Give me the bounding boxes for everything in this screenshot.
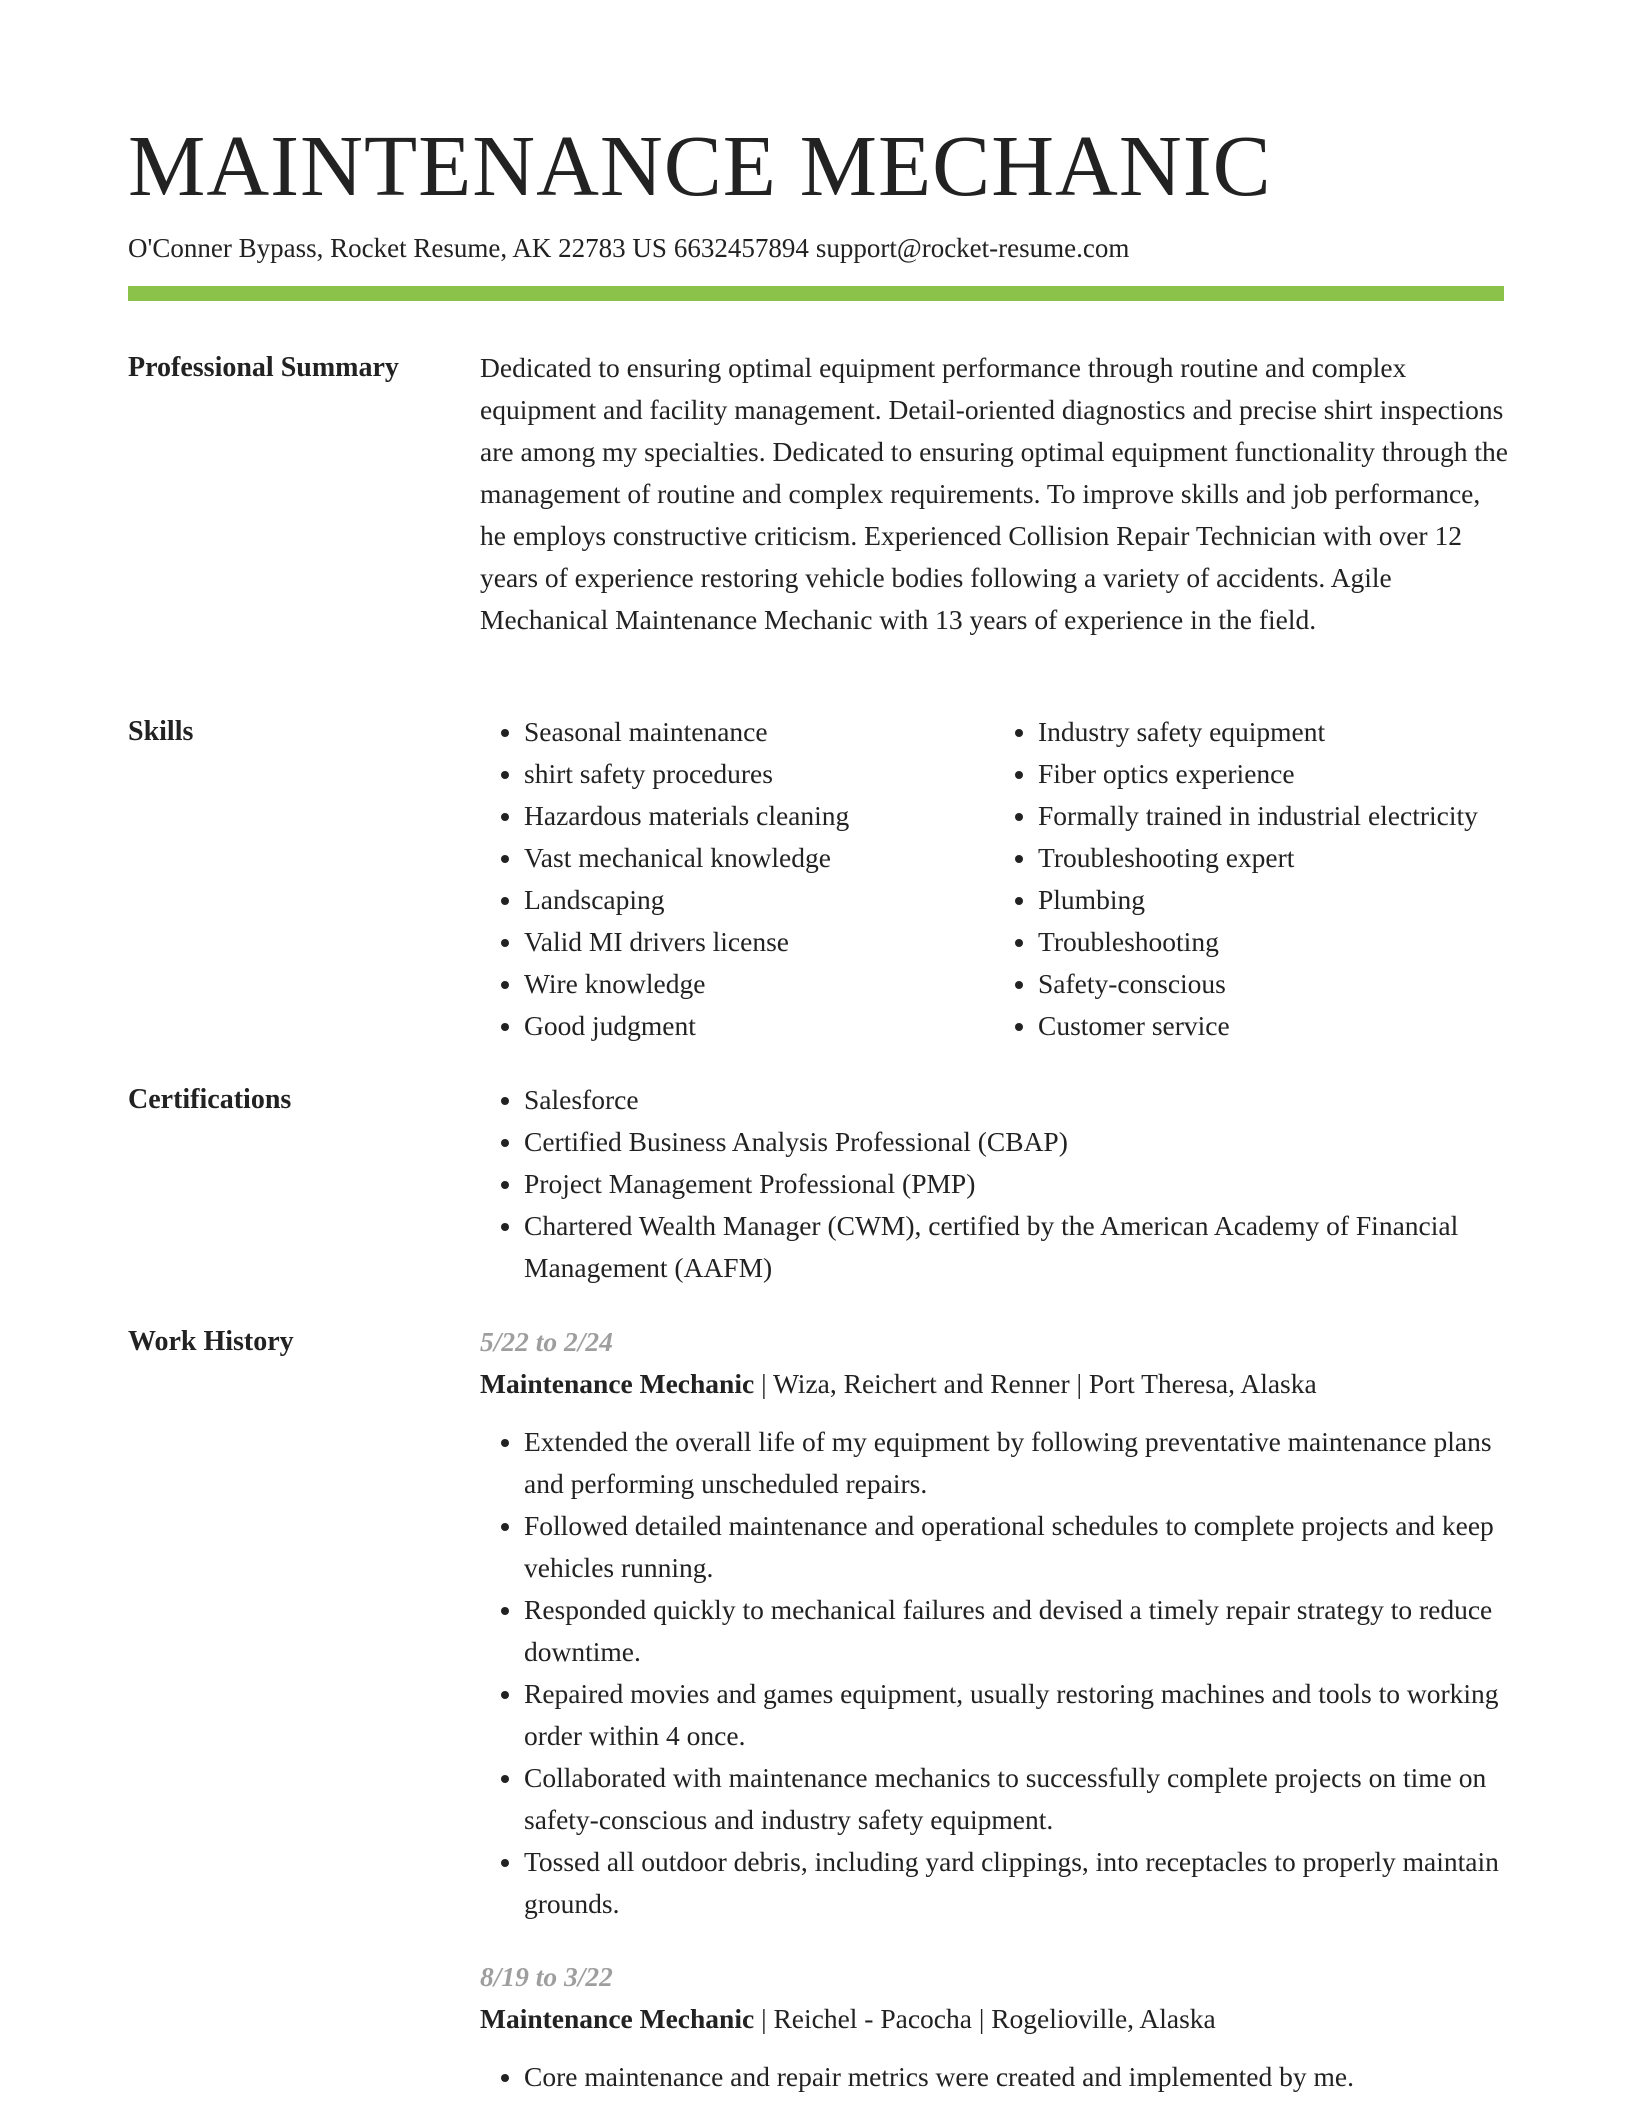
certification-item: • Certified Business Analysis Professional (CBAP) (524, 1121, 1508, 1163)
skill-item: • Landscaping (524, 879, 994, 921)
job-dates: 8/19 to 3/22 (480, 1961, 613, 1992)
job-title: Maintenance Mechanic (480, 2003, 755, 2034)
skill-item: • Formally trained in industrial electricity (1038, 795, 1508, 837)
skill-item: • shirt safety procedures (524, 753, 994, 795)
job-bullet-list (480, 1421, 1508, 1925)
contact-phone: 6632457894 (673, 233, 809, 263)
section-label-certifications: Certifications (128, 1084, 292, 1115)
skill-item: • Vast mechanical knowledge (524, 837, 994, 879)
contact-address: O'Conner Bypass, Rocket Resume, AK 22783 US (128, 233, 667, 263)
skills-list-right (994, 711, 1508, 1047)
job-heading (480, 1363, 1508, 1405)
skill-item: • Good judgment (524, 1005, 994, 1047)
job-dates: 5/22 to 2/24 (480, 1326, 613, 1357)
skills-list-left (480, 711, 994, 1047)
job-bullet-list (480, 2056, 1508, 2098)
skill-item: • Customer service (1038, 1005, 1508, 1047)
skill-item: • Fiber optics experience (1038, 753, 1508, 795)
skill-item: • Plumbing (1038, 879, 1508, 921)
job-details: | Reichel - Pacocha | Rogelioville, Alaska (754, 2003, 1216, 2034)
contact-line (128, 232, 1129, 264)
job-entry (480, 1321, 1508, 1925)
certifications-list (480, 1079, 1508, 1289)
skill-item: • Valid MI drivers license (524, 921, 994, 963)
skill-item: • Industry safety equipment (1038, 711, 1508, 753)
job-bullet: • Core maintenance and repair metrics were created and implemented by me. (524, 2056, 1508, 2098)
skill-item: • Seasonal maintenance (524, 711, 994, 753)
job-title: Maintenance Mechanic (480, 1368, 755, 1399)
resume-name-heading: MAINTENANCE MECHANIC (128, 117, 1272, 214)
contact-email: support@rocket-resume.com (815, 233, 1130, 263)
section-label-work-history: Work History (128, 1326, 294, 1357)
skill-item: • Safety-conscious (1038, 963, 1508, 1005)
job-entry (480, 1956, 1508, 2098)
job-bullet: • Responded quickly to mechanical failures and devised a timely repair strategy to reduce downtime. (524, 1589, 1508, 1673)
job-details: | Wiza, Reichert and Renner | Port Theresa, Alaska (754, 1368, 1317, 1399)
job-bullet: • Extended the overall life of my equipment by following preventative maintenance plans and performing unscheduled repairs. (524, 1421, 1508, 1505)
certification-item: • Project Management Professional (PMP) (524, 1163, 1508, 1205)
skill-item: • Wire knowledge (524, 963, 994, 1005)
section-label-summary: Professional Summary (128, 352, 399, 383)
skill-item: • Hazardous materials cleaning (524, 795, 994, 837)
job-bullet: • Repaired movies and games equipment, usually restoring machines and tools to working order within 4 once. (524, 1673, 1508, 1757)
header-divider (128, 286, 1504, 301)
work-history-section (480, 1321, 1508, 2098)
summary-text: Dedicated to ensuring optimal equipment performance through routine and complex equipment and facility management. Detail-oriented diagnostics and precise shirt inspections are among my specialties. Dedicated to ensuring optimal equipment functionality through the management of routine and complex requirements. To improve skills and job performance, he employs constructive criticism. Experienced Collision Repair Technician with over 12 years of experience restoring vehicle bodies following a variety of accidents. Agile Mechanical Maintenance Mechanic with 13 years of experience in the field. (480, 352, 1508, 635)
job-heading (480, 1998, 1508, 2040)
job-bullet: • Tossed all outdoor debris, including yard clippings, into receptacles to properly maintain grounds. (524, 1841, 1508, 1925)
job-bullet: • Followed detailed maintenance and operational schedules to complete projects and keep vehicles running. (524, 1505, 1508, 1589)
job-bullet: • Collaborated with maintenance mechanics to successfully complete projects on time on safety-conscious and industry safety equipment. (524, 1757, 1508, 1841)
certification-item: • Chartered Wealth Manager (CWM), certified by the American Academy of Financial Management (AAFM) (524, 1205, 1508, 1289)
certification-item: • Salesforce (524, 1079, 1508, 1121)
section-label-skills: Skills (128, 716, 194, 747)
certifications-section (480, 1079, 1508, 1289)
skills-section (480, 711, 1508, 1047)
summary-section (480, 347, 1508, 641)
skill-item: • Troubleshooting expert (1038, 837, 1508, 879)
skill-item: • Troubleshooting (1038, 921, 1508, 963)
